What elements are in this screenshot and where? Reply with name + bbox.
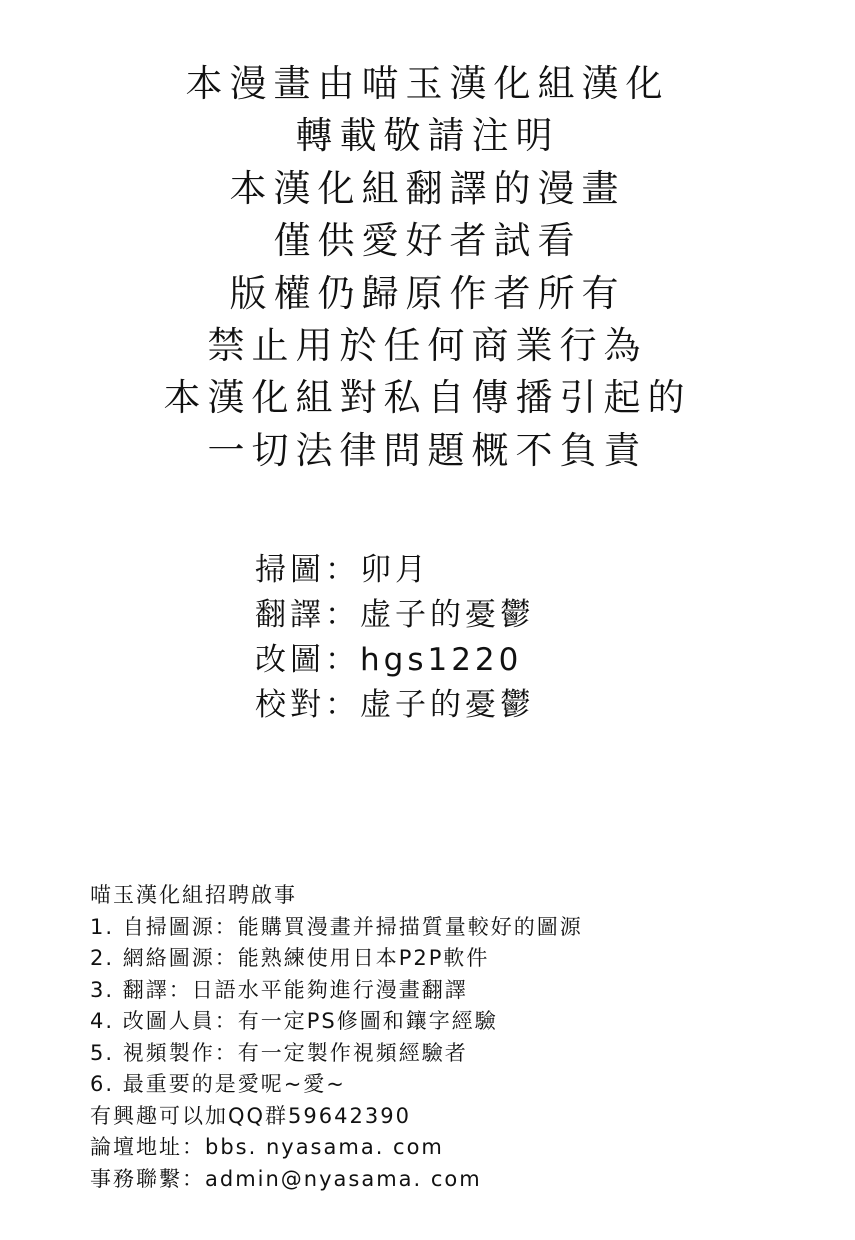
credit-separator: ： [325,597,360,633]
recruit-item: 4. 改圖人員：有一定PS修圖和鑲字經驗 [90,1009,498,1033]
notice-line: 轉載敬請注明 [295,114,560,158]
credit-editing [255,638,815,683]
notice-line: 本漢化組翻譯的漫畫 [229,166,626,210]
notice-line: 本漫畫由喵玉漢化組漢化 [185,62,670,105]
credit-name: hgs1220 [360,642,523,678]
credit-name: 虚子的憂鬱 [360,687,535,723]
recruit-item: 1. 自掃圖源：能購買漫畫并掃描質量較好的圖源 [90,914,583,939]
disclaimer-notice [0,58,855,477]
qq-group-line: 有興趣可以加QQ群59642390 [90,1103,411,1128]
contact-email-line: 事務聯繫：admin@nyasama. com [90,1166,482,1191]
forum-address-line: 論壇地址：bbs. nyasama. com [90,1135,444,1159]
recruit-title: 喵玉漢化組招聘啟事 [90,883,297,907]
staff-credits [255,548,815,728]
recruit-item: 3. 翻譯：日語水平能夠進行漫畫翻譯 [90,977,468,1002]
notice-line: 版權仍歸原作者所有 [229,271,626,315]
credit-separator: ： [325,687,360,723]
credit-proofreading [255,683,815,728]
credit-name: 卯月 [360,552,430,588]
recruit-item: 2. 網絡圖源：能熟練使用日本P2P軟件 [90,946,490,970]
credit-translation [255,593,815,638]
notice-line: 禁止用於任何商業行為 [207,324,648,368]
credit-name: 虚子的憂鬱 [360,597,535,633]
recruit-item: 5. 視頻製作：有一定製作視頻經驗者 [90,1040,468,1065]
credit-role: 改圖 [255,642,325,678]
credit-separator: ： [325,642,360,678]
recruit-item: 6. 最重要的是愛呢~愛~ [90,1072,346,1096]
credit-role: 掃圖 [255,552,325,588]
recruitment-notice [90,880,830,1195]
credit-role: 校對 [255,687,325,723]
credit-scan [255,548,815,593]
notice-line: 一切法律問題概不負責 [207,428,648,472]
notice-line: 本漢化組對私自傳播引起的 [163,376,692,420]
notice-line: 僅供愛好者試看 [273,219,582,263]
credit-separator: ： [325,552,360,588]
credit-role: 翻譯 [255,597,325,633]
